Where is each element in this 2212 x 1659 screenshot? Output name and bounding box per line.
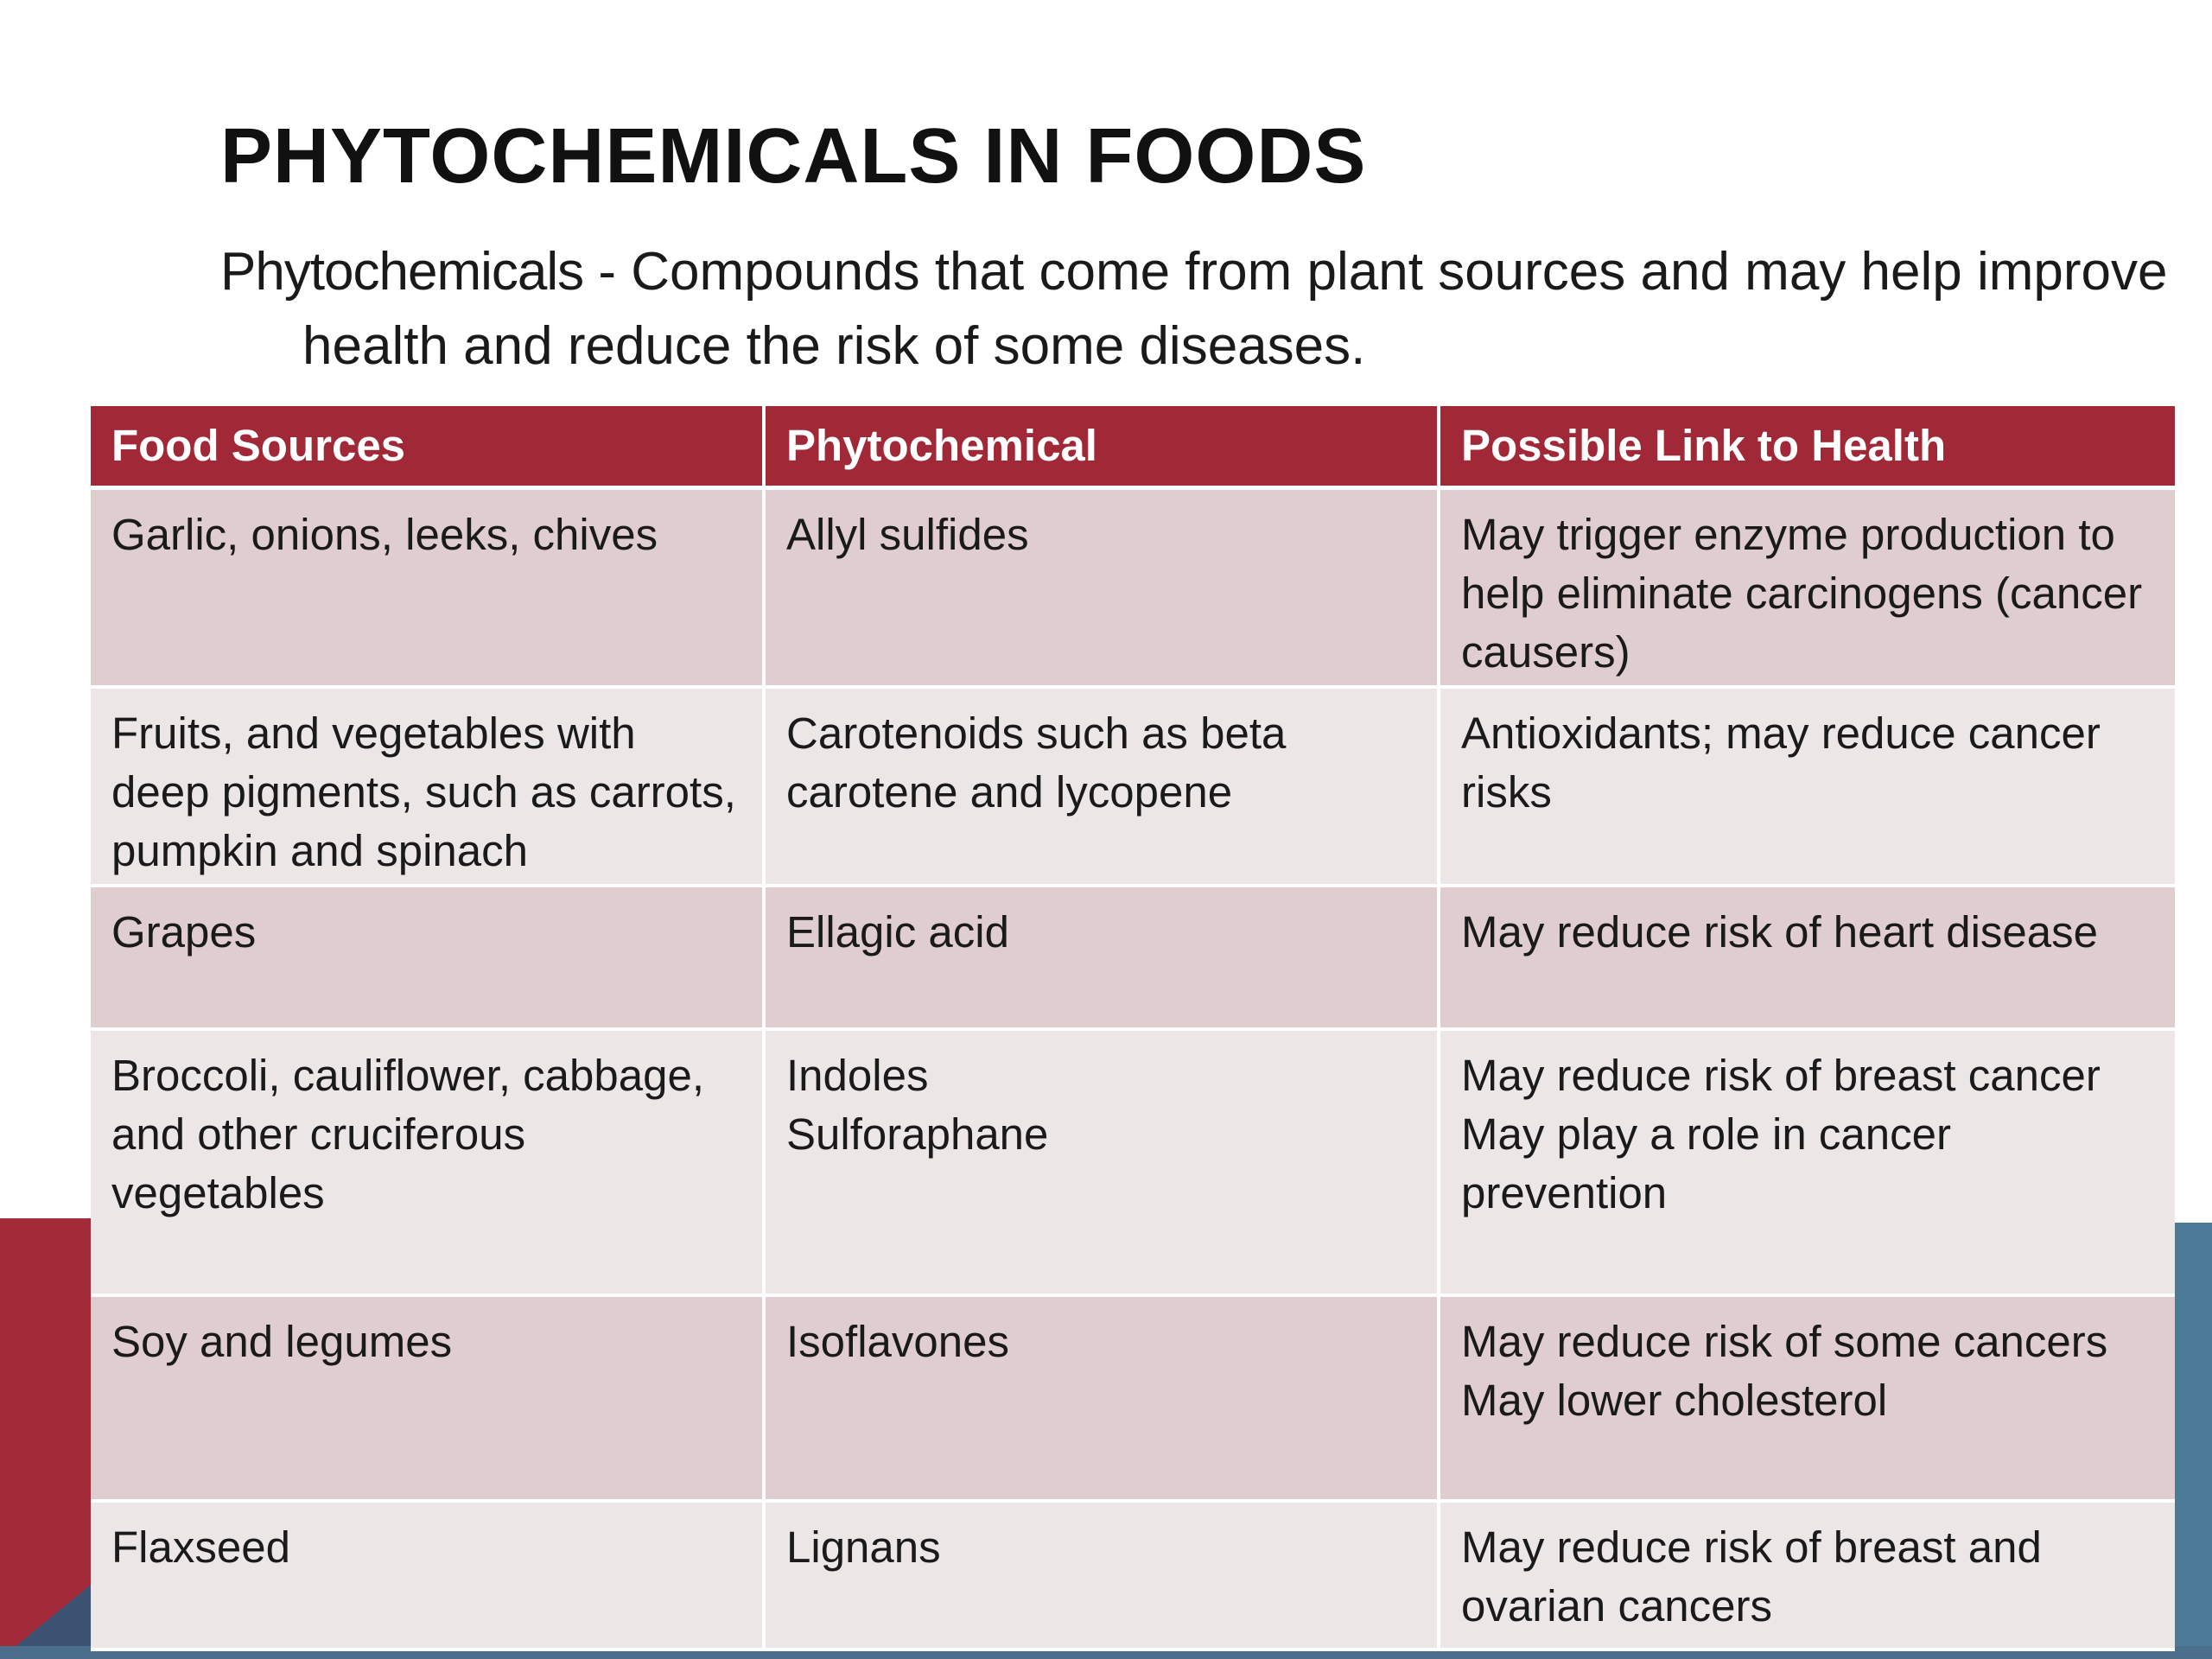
health-line: May reduce risk of heart disease (1461, 907, 2099, 957)
header-food-sources: Food Sources (91, 406, 766, 490)
phytochemical-line: Isoflavones (786, 1317, 1009, 1366)
header-possible-link-to-health: Possible Link to Health (1440, 406, 2175, 490)
table-header-row (91, 406, 2175, 490)
phytochemical-line: Carotenoids such as beta carotene and lycopene (786, 709, 1287, 817)
phytochemical-line: Lignans (786, 1522, 941, 1572)
phytochemical-line: Ellagic acid (786, 907, 1009, 957)
cell-food-source: Flaxseed (91, 1503, 766, 1651)
cell-phytochemical (766, 1297, 1440, 1503)
cell-health-link (1440, 1031, 2175, 1297)
header-phytochemical: Phytochemical (766, 406, 1440, 490)
health-line: May reduce risk of breast and ovarian cancers (1461, 1522, 2042, 1630)
health-line: May reduce risk of breast cancer (1461, 1051, 2101, 1100)
table-row (91, 1503, 2175, 1651)
cell-health-link (1440, 1297, 2175, 1503)
health-line: May play a role in cancer prevention (1461, 1109, 1951, 1217)
phytochemicals-table (91, 406, 2175, 1651)
table-row (91, 1031, 2175, 1297)
health-line: May reduce risk of some cancers (1461, 1317, 2108, 1366)
cell-health-link (1440, 689, 2175, 887)
health-line: May lower cholesterol (1461, 1376, 1888, 1425)
cell-food-source: Fruits, and vegetables with deep pigments, such as carrots, pumpkin and spinach (91, 689, 766, 887)
cell-health-link (1440, 887, 2175, 1031)
cell-food-source: Garlic, onions, leeks, chives (91, 490, 766, 689)
phytochemical-line: Sulforaphane (786, 1109, 1049, 1159)
definition-paragraph (220, 235, 2169, 384)
cell-health-link (1440, 1503, 2175, 1651)
cell-food-source: Grapes (91, 887, 766, 1031)
phytochemical-line: Allyl sulfides (786, 510, 1029, 559)
cell-phytochemical (766, 1031, 1440, 1297)
cell-phytochemical (766, 1503, 1440, 1651)
cell-food-source: Soy and legumes (91, 1297, 766, 1503)
definition-text: - Compounds that come from plant sources and may help improve health and reduce the risk of some diseases. (302, 242, 2168, 376)
cell-phytochemical (766, 689, 1440, 887)
slide-title: PHYTOCHEMICALS IN FOODS (220, 113, 1367, 200)
definition-term: Phytochemicals (220, 242, 584, 302)
cell-health-link (1440, 490, 2175, 689)
cell-phytochemical (766, 887, 1440, 1031)
table-row (91, 1297, 2175, 1503)
table-row (91, 689, 2175, 887)
phytochemical-line: Indoles (786, 1051, 929, 1100)
health-line: Antioxidants; may reduce cancer risks (1461, 709, 2101, 817)
table-row (91, 887, 2175, 1031)
table-row (91, 490, 2175, 689)
cell-food-source: Broccoli, cauliflower, cabbage, and other cruciferous vegetables (91, 1031, 766, 1297)
cell-phytochemical (766, 490, 1440, 689)
health-line: May trigger enzyme production to help eliminate carcinogens (cancer causers) (1461, 510, 2143, 677)
